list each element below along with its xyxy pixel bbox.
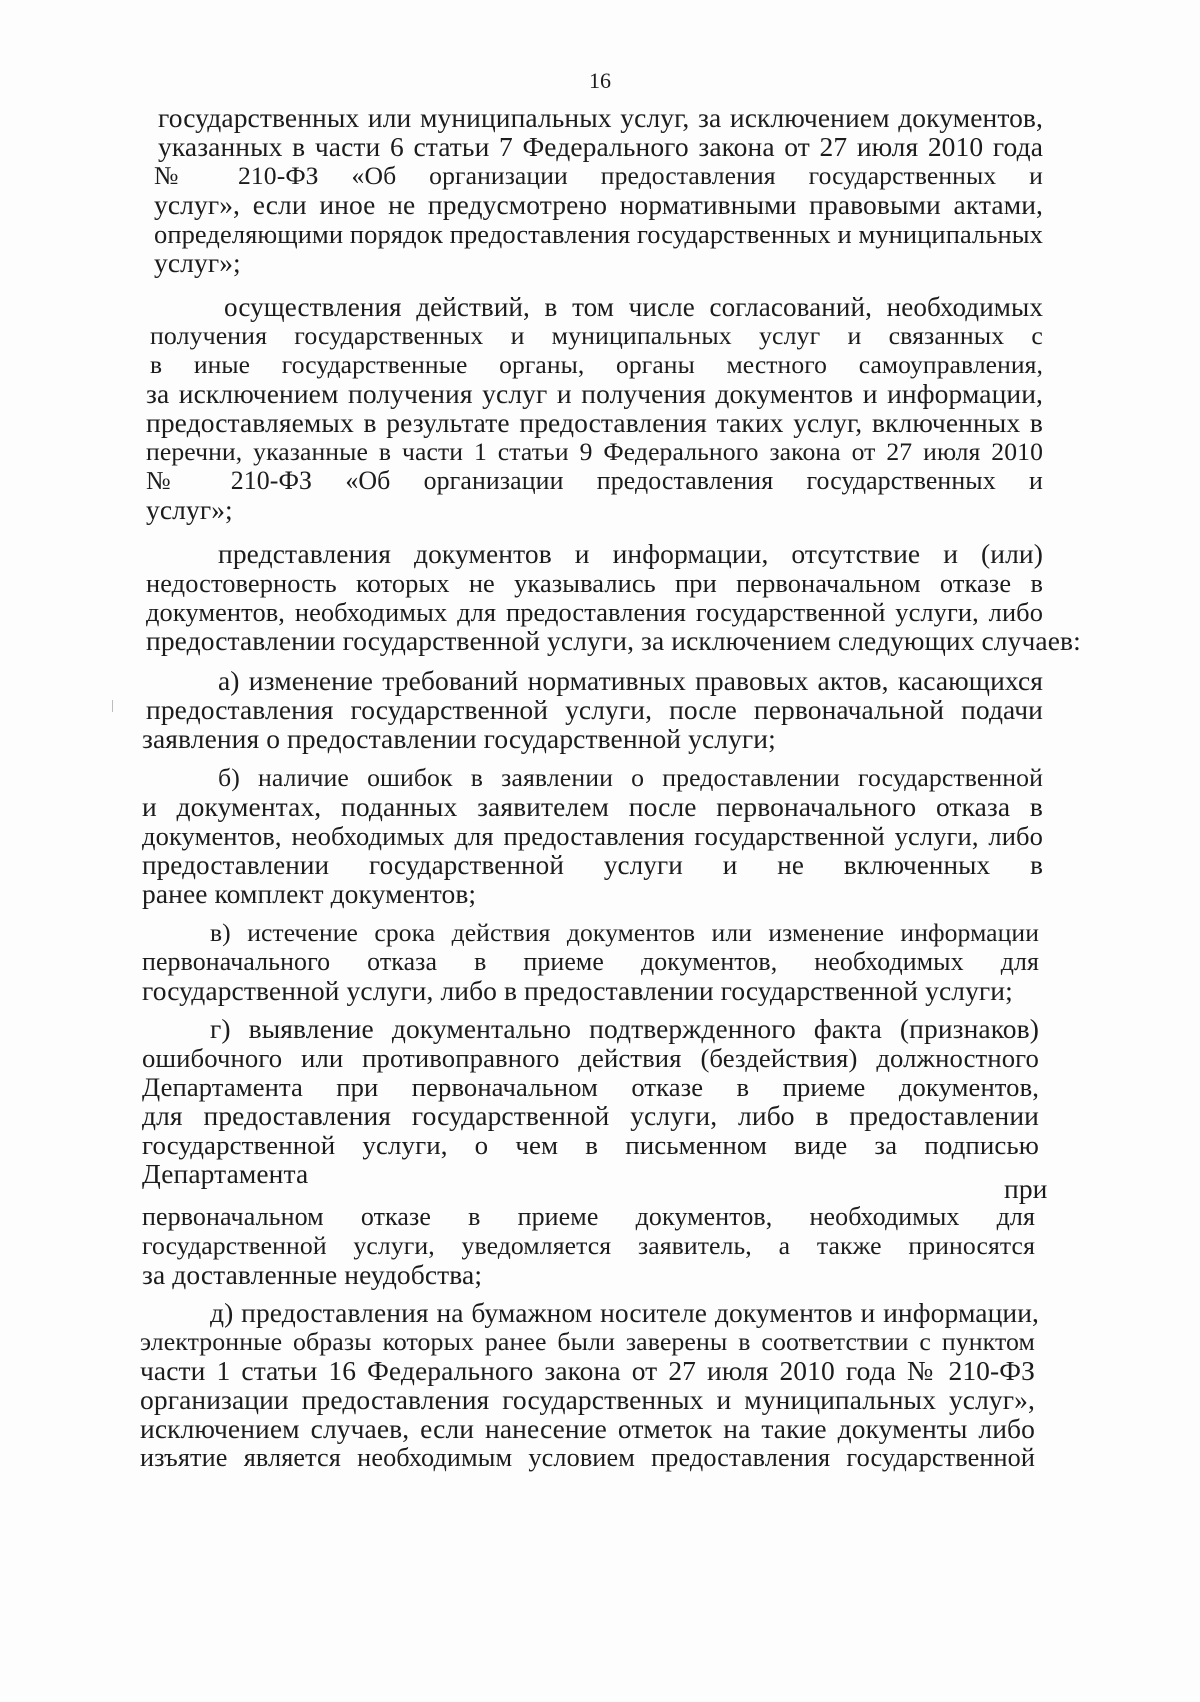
- document-line: для предоставления государственной услуги, либо в предоставлении: [142, 1100, 1039, 1131]
- document-line: г) выявление документально подтвержденного факта (признаков): [210, 1013, 1039, 1044]
- document-line: перечни, указанные в части 1 статьи 9 Федерального закона от 27 июля 2010: [146, 437, 1043, 466]
- document-line: предоставления государственной услуги, после первоначальной подачи: [146, 694, 1043, 725]
- document-line: предоставлении государственной услуги, за исключением следующих случаев:: [146, 625, 1081, 656]
- document-line: получения государственных и муниципальных услуг и связанных с: [150, 321, 1043, 350]
- document-line: недостоверность которых не указывались при первоначальном отказе в: [146, 568, 1043, 598]
- document-line: д) предоставления на бумажном носителе документов и информации,: [210, 1297, 1039, 1328]
- document-line: представления документов и информации, отсутствие и (или): [218, 538, 1043, 569]
- document-line: ошибочного или противоправного действия (бездействия) должностного: [142, 1043, 1039, 1073]
- document-line: изъятие является необходимым условием предоставления государственной: [140, 1443, 1035, 1472]
- document-line: Департамента: [142, 1158, 309, 1189]
- document-line: указанных в части 6 статьи 7 Федерального закона от 27 июля 2010 года: [158, 131, 1043, 162]
- document-line: определяющими порядок предоставления государственных и муниципальных: [154, 219, 1043, 249]
- document-line: услуг»;: [154, 247, 241, 278]
- document-line: государственной услуги, либо в предоставлении государственной услуги;: [142, 975, 1013, 1006]
- document-line: первоначальном отказе в приеме документов, необходимых для: [142, 1202, 1035, 1231]
- scan-artifact: [112, 700, 113, 712]
- document-line: части 1 статьи 16 Федерального закона от 27 июля 2010 года № 210-ФЗ: [140, 1355, 1035, 1386]
- document-line: предоставляемых в результате предоставления таких услуг, включенных в: [146, 407, 1043, 438]
- document-line: услуг»;: [146, 494, 233, 525]
- document-line: государственной услуги, о чем в письменном виде за подписью: [142, 1130, 1039, 1160]
- page-number: 16: [589, 68, 611, 93]
- document-line: документов, необходимых для предоставления государственной услуги, либо: [146, 597, 1043, 627]
- document-line: а) изменение требований нормативных правовых актов, касающихся: [218, 665, 1043, 696]
- document-line: за исключением получения услуг и получения документов и информации,: [146, 378, 1043, 409]
- document-line: предоставлении государственной услуги и не включенных в: [142, 850, 1043, 880]
- document-line: № 210-ФЗ «Об организации предоставления государственных и: [154, 161, 1043, 190]
- document-line: государственных или муниципальных услуг, за исключением документов,: [158, 102, 1043, 133]
- document-line: заявления о предоставлении государственной услуги;: [142, 723, 776, 754]
- document-line: документов, необходимых для предоставления государственной услуги, либо: [142, 821, 1043, 851]
- document-line: осуществления действий, в том числе согласований, необходимых: [224, 292, 1043, 322]
- document-line: в иные государственные органы, органы местного самоуправления,: [150, 350, 1043, 379]
- document-line: исключением случаев, если нанесение отметок на такие документы либо: [140, 1413, 1035, 1444]
- document-line: при: [1004, 1173, 1048, 1204]
- document-line: электронные образы которых ранее были заверены в соответствии с пунктом: [140, 1327, 1035, 1356]
- document-line: Департамента при первоначальном отказе в приеме документов,: [142, 1072, 1039, 1102]
- document-line: № 210-ФЗ «Об организации предоставления государственных и: [146, 466, 1043, 495]
- document-line: первоначального отказа в приеме документов, необходимых для: [142, 947, 1039, 976]
- document-line: за доставленные неудобства;: [142, 1259, 483, 1290]
- document-line: услуг», если иное не предусмотрено нормативными правовыми актами,: [154, 189, 1043, 220]
- document-line: в) истечение срока действия документов или изменение информации: [210, 918, 1039, 947]
- document-line: ранее комплект документов;: [142, 878, 477, 909]
- document-line: государственной услуги, уведомляется заявитель, а также приносятся: [142, 1231, 1035, 1260]
- document-line: организации предоставления государственных и муниципальных услуг»,: [140, 1384, 1035, 1415]
- document-line: и документах, поданных заявителем после первоначального отказа в: [142, 791, 1043, 822]
- document-line: б) наличие ошибок в заявлении о предоставлении государственной: [218, 763, 1043, 792]
